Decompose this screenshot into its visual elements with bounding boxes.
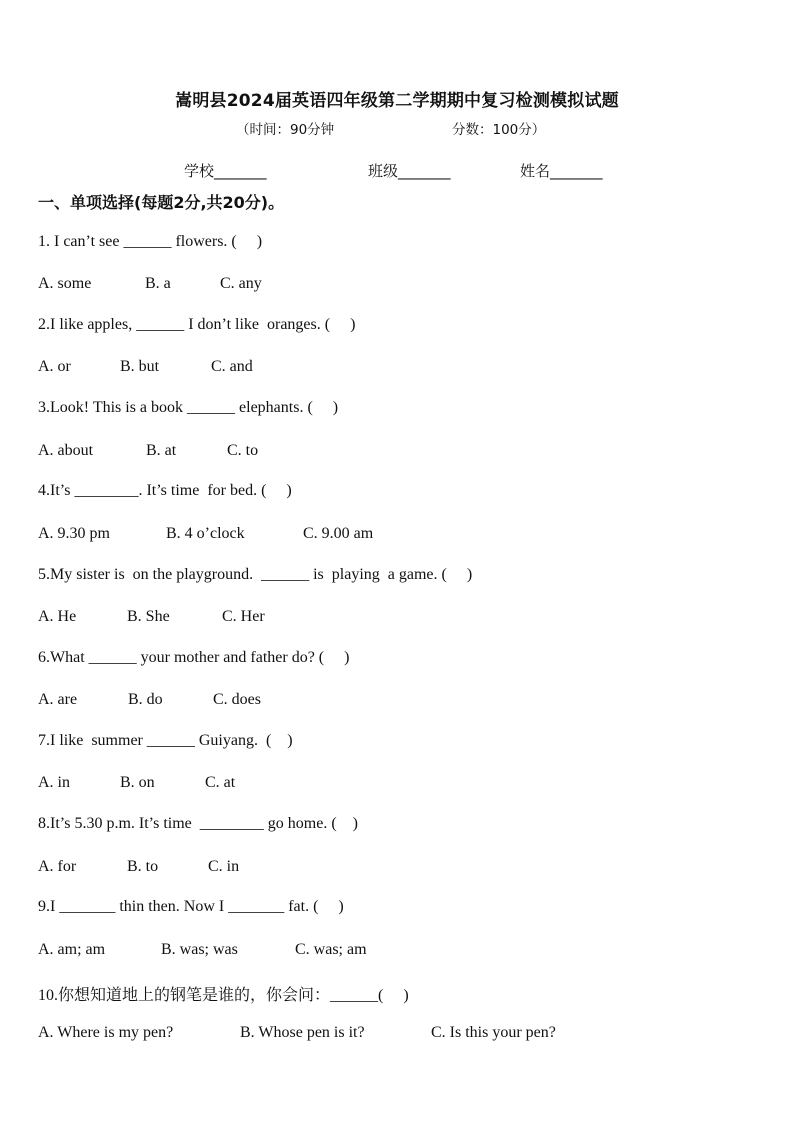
exam-time: （时间：90分钟 xyxy=(236,122,335,138)
class-field: 班级_______ xyxy=(368,162,451,180)
q6-option-a: A. are xyxy=(38,691,78,708)
q3-option-c: C. to xyxy=(227,442,259,459)
question-6: 6.What ______ your mother and father do? ( ) xyxy=(38,649,350,666)
exam-score: 分数：100分） xyxy=(452,122,546,138)
question-4: 4.It’s ________. It’s time for bed. ( ) xyxy=(38,482,292,499)
exam-title: 嵩明县2024届英语四年级第二学期期中复习检测模拟试题 xyxy=(175,91,619,111)
q8-option-b: B. to xyxy=(127,858,159,875)
question-8: 8.It’s 5.30 p.m. It’s time ________ go home. ( ) xyxy=(38,815,358,832)
q4-option-b: B. 4 o’clock xyxy=(166,525,245,542)
q6-option-b: B. do xyxy=(128,691,163,708)
q9-option-c: C. was; am xyxy=(295,941,367,958)
q9-option-a: A. am; am xyxy=(38,941,106,958)
q5-option-a: A. He xyxy=(38,608,77,625)
question-2: 2.I like apples, ______ I don’t like oranges. ( ) xyxy=(38,316,356,333)
q10-option-b: B. Whose pen is it? xyxy=(240,1024,365,1041)
q8-option-c: C. in xyxy=(208,858,240,875)
question-7: 7.I like summer ______ Guiyang. ( ) xyxy=(38,732,293,749)
question-1: 1. I can’t see ______ flowers. ( ) xyxy=(38,233,263,250)
question-10: 10.你想知道地上的钢笔是谁的，你会问：______( ) xyxy=(38,987,409,1004)
q1-option-c: C. any xyxy=(220,275,262,292)
q4-option-c: C. 9.00 am xyxy=(303,525,374,542)
q5-option-b: B. She xyxy=(127,608,170,625)
school-field: 学校_______ xyxy=(184,162,267,180)
name-field: 姓名_______ xyxy=(520,162,603,180)
q6-option-c: C. does xyxy=(213,691,261,708)
question-5: 5.My sister is on the playground. ______ is playing a game. ( ) xyxy=(38,566,473,583)
q7-option-a: A. in xyxy=(38,774,70,791)
q4-option-a: A. 9.30 pm xyxy=(38,525,110,542)
q5-option-c: C. Her xyxy=(222,608,265,625)
q9-option-b: B. was; was xyxy=(161,941,238,958)
section-heading: 一、单项选择(每题2分,共20分)。 xyxy=(38,193,285,212)
q8-option-a: A. for xyxy=(38,858,77,875)
q2-option-b: B. but xyxy=(120,358,160,375)
q2-option-a: A. or xyxy=(38,358,71,375)
q10-option-c: C. Is this your pen? xyxy=(431,1024,556,1041)
question-3: 3.Look! This is a book ______ elephants. ( ) xyxy=(38,399,339,416)
q3-option-b: B. at xyxy=(146,442,177,459)
q7-option-b: B. on xyxy=(120,774,155,791)
q1-option-b: B. a xyxy=(145,275,171,292)
q3-option-a: A. about xyxy=(38,442,94,459)
question-9: 9.I _______ thin then. Now I _______ fat. ( ) xyxy=(38,898,344,915)
q1-option-a: A. some xyxy=(38,275,92,292)
q2-option-c: C. and xyxy=(211,358,253,375)
q10-option-a: A. Where is my pen? xyxy=(38,1024,174,1041)
q7-option-c: C. at xyxy=(205,774,236,791)
